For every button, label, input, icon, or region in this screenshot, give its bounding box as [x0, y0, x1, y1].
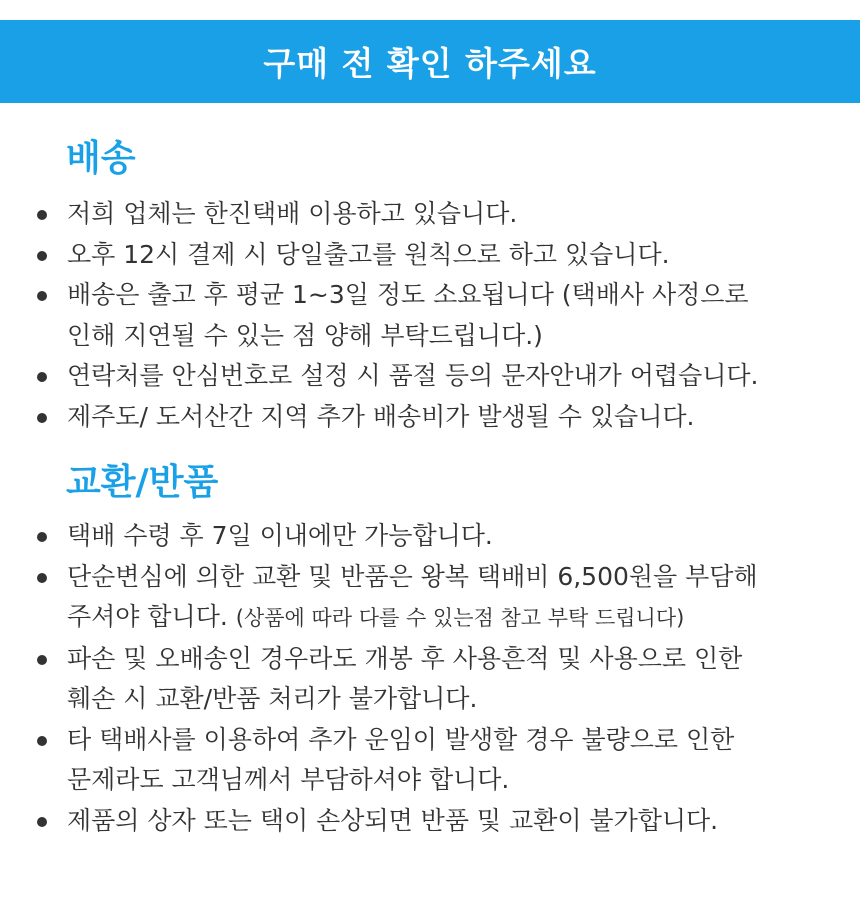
item-text-continued — [67, 597, 834, 639]
bullet-icon — [37, 372, 47, 382]
item-text-main: 주셔야 합니다. — [67, 602, 228, 631]
list-item — [34, 397, 834, 438]
bullet-icon — [37, 736, 47, 746]
list-item — [34, 275, 834, 356]
shipping-section-title: 배송 — [66, 138, 136, 179]
list-item — [34, 235, 834, 276]
list-item — [34, 639, 834, 720]
shipping-list — [34, 194, 834, 437]
exchange-section-title: 교환/반품 — [66, 462, 219, 503]
bullet-icon — [37, 413, 47, 423]
item-text-continued: 문제라도 고객님께서 부담하셔야 합니다. — [67, 765, 510, 794]
list-item — [34, 557, 834, 639]
bullet-icon — [37, 655, 47, 665]
item-text: 타 택배사를 이용하여 추가 운임이 발생할 경우 불량으로 인한 — [67, 724, 735, 754]
list-item — [34, 801, 834, 842]
list-item — [34, 516, 834, 557]
item-text: 제주도/ 도서산간 지역 추가 배송비가 발생될 수 있습니다. — [67, 401, 695, 431]
bullet-icon — [37, 532, 47, 542]
bullet-icon — [37, 210, 47, 220]
item-text: 저희 업체는 한진택배 이용하고 있습니다. — [67, 199, 518, 228]
item-text: 제품의 상자 또는 택이 손상되면 반품 및 교환이 불가합니다. — [67, 805, 719, 835]
item-text: 오후 12시 결제 시 당일출고를 원칙으로 하고 있습니다. — [67, 239, 670, 269]
list-item — [34, 356, 834, 397]
item-text: 단순변심에 의한 교환 및 반품은 왕복 택배비 6,500원을 부담해 — [67, 561, 758, 591]
item-note: (상품에 따라 다를 수 있는점 참고 부탁 드립니다) — [235, 606, 685, 630]
item-text: 연락처를 안심번호로 설정 시 품절 등의 문자안내가 어렵습니다. — [67, 361, 759, 390]
bullet-icon — [37, 291, 47, 301]
banner-title: 구매 전 확인 하주세요 — [263, 44, 597, 83]
item-text-continued: 인해 지연될 수 있는 점 양해 부탁드립니다.) — [67, 320, 543, 350]
bullet-icon — [37, 573, 47, 583]
item-text: 배송은 출고 후 평균 1~3일 정도 소요됩니다 (택배사 사정으로 — [67, 280, 749, 309]
list-item — [34, 194, 834, 235]
item-text-continued: 훼손 시 교환/반품 처리가 불가합니다. — [67, 684, 478, 713]
exchange-list — [34, 516, 834, 841]
header-banner — [0, 20, 860, 103]
bullet-icon — [37, 251, 47, 261]
list-item — [34, 720, 834, 801]
bullet-icon — [37, 817, 47, 827]
item-text: 파손 및 오배송인 경우라도 개봉 후 사용흔적 및 사용으로 인한 — [67, 643, 743, 673]
item-text: 택배 수령 후 7일 이내에만 가능합니다. — [67, 521, 493, 550]
